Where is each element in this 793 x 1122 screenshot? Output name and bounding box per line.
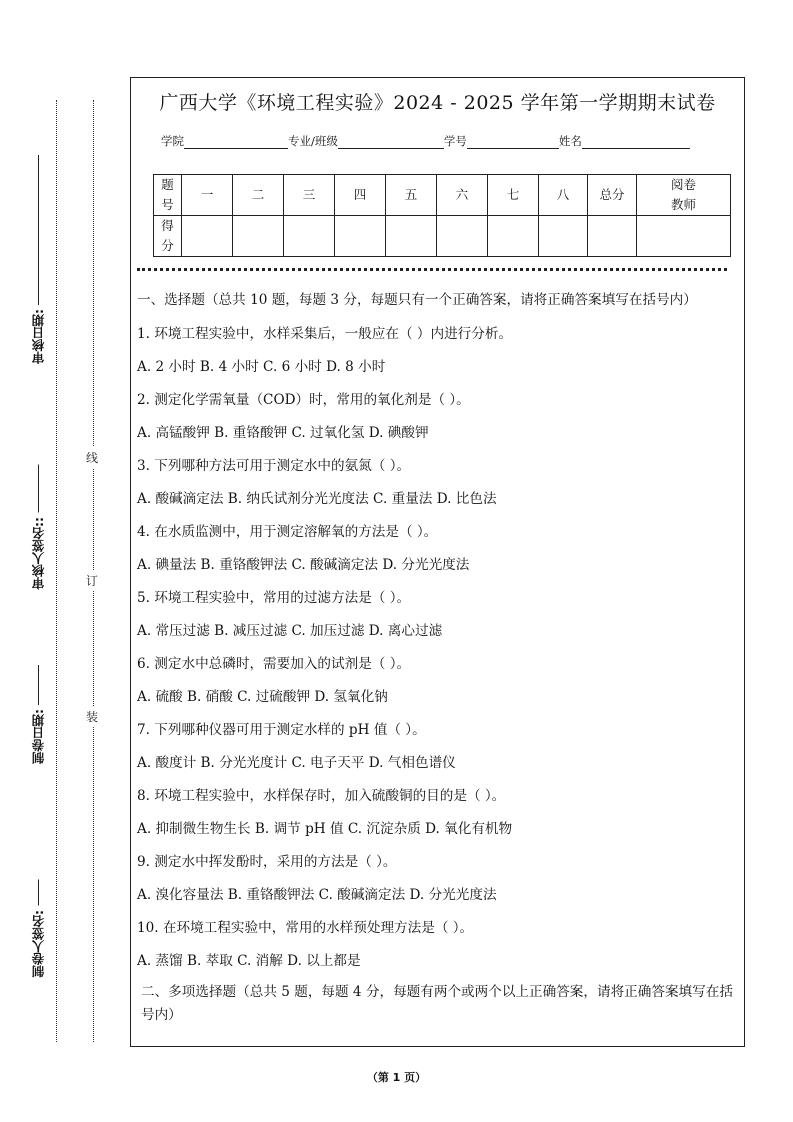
binding-mark-line: 线 (86, 447, 98, 468)
section-2-heading: 二、多项选择题（总共 5 题，每题 4 分，每题有两个或两个以上正确答案，请将正确答案填写在括号内） (141, 984, 733, 1023)
question-options: A. 酸碱滴定法 B. 纳氏试剂分光光度法 C. 重量法 D. 比色法 (137, 491, 497, 507)
reviewer-sign-field (30, 465, 48, 590)
name-label: 姓名 (558, 134, 582, 148)
college-label: 学院 (161, 134, 184, 148)
maker-sign-underline (39, 880, 40, 906)
question-options: A. 溴化容量法 B. 重铬酸钾法 C. 酸碱滴定法 D. 分光光度法 (137, 887, 497, 903)
score-cell-7[interactable] (488, 216, 539, 257)
student-id-field[interactable] (467, 136, 559, 149)
col-1: 一 (182, 175, 233, 216)
student-info-row (161, 133, 690, 149)
exam-content (137, 289, 737, 1027)
question-text: 7. 下列哪种仪器可用于测定水样的 pH 值（ ）。 (137, 722, 426, 738)
student-id-label: 学号 (443, 134, 467, 148)
score-cell-2[interactable] (233, 216, 284, 257)
binding-mark-ding: 订 (86, 570, 98, 591)
question-options: A. 抑制微生物生长 B. 调节 pH 值 C. 沉淀杂质 D. 氧化有机物 (137, 821, 513, 837)
score-cell-3[interactable] (284, 216, 335, 257)
score-table-header-row (154, 175, 731, 216)
question-options: A. 高锰酸钾 B. 重铬酸钾 C. 过氧化氢 D. 碘酸钾 (137, 425, 429, 441)
score-cell-1[interactable] (182, 216, 233, 257)
question-options: A. 碘量法 B. 重铬酸钾法 C. 酸碱滴定法 D. 分光光度法 (137, 557, 470, 573)
question-text: 9. 测定水中挥发酚时，采用的方法是（ ）。 (137, 854, 397, 870)
reviewer-sign-label: 审核人签名:: (31, 517, 46, 590)
score-cell-reviewer[interactable] (637, 216, 731, 257)
reviewer-date-underline (39, 155, 40, 305)
col-4: 四 (335, 175, 386, 216)
reviewer-date-label: 审核日期: (31, 309, 46, 364)
name-field[interactable] (582, 136, 690, 149)
score-cell-5[interactable] (386, 216, 437, 257)
maker-sign-label: 制卷人签名: (31, 910, 46, 978)
question-options: A. 2 小时 B. 4 小时 C. 6 小时 D. 8 小时 (137, 359, 386, 375)
major-class-field[interactable] (338, 136, 444, 149)
section-divider (137, 268, 727, 271)
col-total: 总分 (588, 175, 637, 216)
exam-paper (130, 77, 745, 1047)
question-text: 8. 环境工程实验中，水样保存时，加入硫酸铜的目的是（ ）。 (137, 788, 506, 804)
maker-date-label: 制卷日期: (31, 709, 46, 764)
exam-title: 广西大学《环境工程实验》2024 - 2025 学年第一学期期末试卷 (159, 92, 716, 114)
question-text: 1. 环境工程实验中，水样采集后，一般应在（ ）内进行分析。 (137, 326, 513, 342)
question-text: 5. 环境工程实验中，常用的过滤方法是（ ）。 (137, 590, 411, 606)
question-options: A. 硫酸 B. 硝酸 C. 过硫酸钾 D. 氢氧化钠 (137, 689, 388, 705)
section-1-heading: 一、选择题（总共 10 题，每题 3 分，每题只有一个正确答案，请将正确答案填写在括号内） (137, 292, 697, 308)
col-2: 二 (233, 175, 284, 216)
reviewer-date-field (30, 155, 48, 364)
score-cell-6[interactable] (437, 216, 488, 257)
question-no-header: 题 号 (154, 175, 182, 216)
question-options: A. 常压过滤 B. 减压过滤 C. 加压过滤 D. 离心过滤 (137, 623, 443, 639)
question-options: A. 酸度计 B. 分光光度计 C. 电子天平 D. 气相色谱仪 (137, 755, 456, 771)
maker-sign-field (30, 880, 48, 978)
score-table (153, 174, 731, 257)
col-3: 三 (284, 175, 335, 216)
question-text: 6. 测定水中总磷时，需要加入的试剂是（ ）。 (137, 656, 411, 672)
col-5: 五 (386, 175, 437, 216)
binding-mark-zhuang: 装 (86, 706, 98, 727)
page-number: （第 1 页） (366, 1071, 427, 1084)
question-options: A. 蒸馏 B. 萃取 C. 消解 D. 以上都是 (137, 953, 361, 969)
question-text: 2. 测定化学需氧量（COD）时，常用的氧化剂是（ ）。 (137, 392, 470, 408)
score-cell-total[interactable] (588, 216, 637, 257)
college-field[interactable] (184, 136, 288, 149)
maker-date-field (30, 665, 48, 764)
question-text: 10. 在环境工程实验中，常用的水样预处理方法是（ ）。 (137, 920, 474, 936)
score-cell-4[interactable] (335, 216, 386, 257)
reviewer-header: 阅卷 教师 (637, 175, 731, 216)
score-cell-8[interactable] (539, 216, 588, 257)
maker-date-underline (39, 665, 40, 705)
reviewer-sign-underline (39, 465, 40, 513)
col-7: 七 (488, 175, 539, 216)
score-row-header: 得 分 (154, 216, 182, 257)
score-table-score-row (154, 216, 731, 257)
col-8: 八 (539, 175, 588, 216)
question-text: 3. 下列哪种方法可用于测定水中的氨氮（ ）。 (137, 458, 411, 474)
col-6: 六 (437, 175, 488, 216)
major-label: 专业/班级 (288, 134, 338, 148)
margin-dotted-line-left (56, 100, 57, 1042)
question-text: 4. 在水质监测中，用于测定溶解氧的方法是（ ）。 (137, 524, 438, 540)
